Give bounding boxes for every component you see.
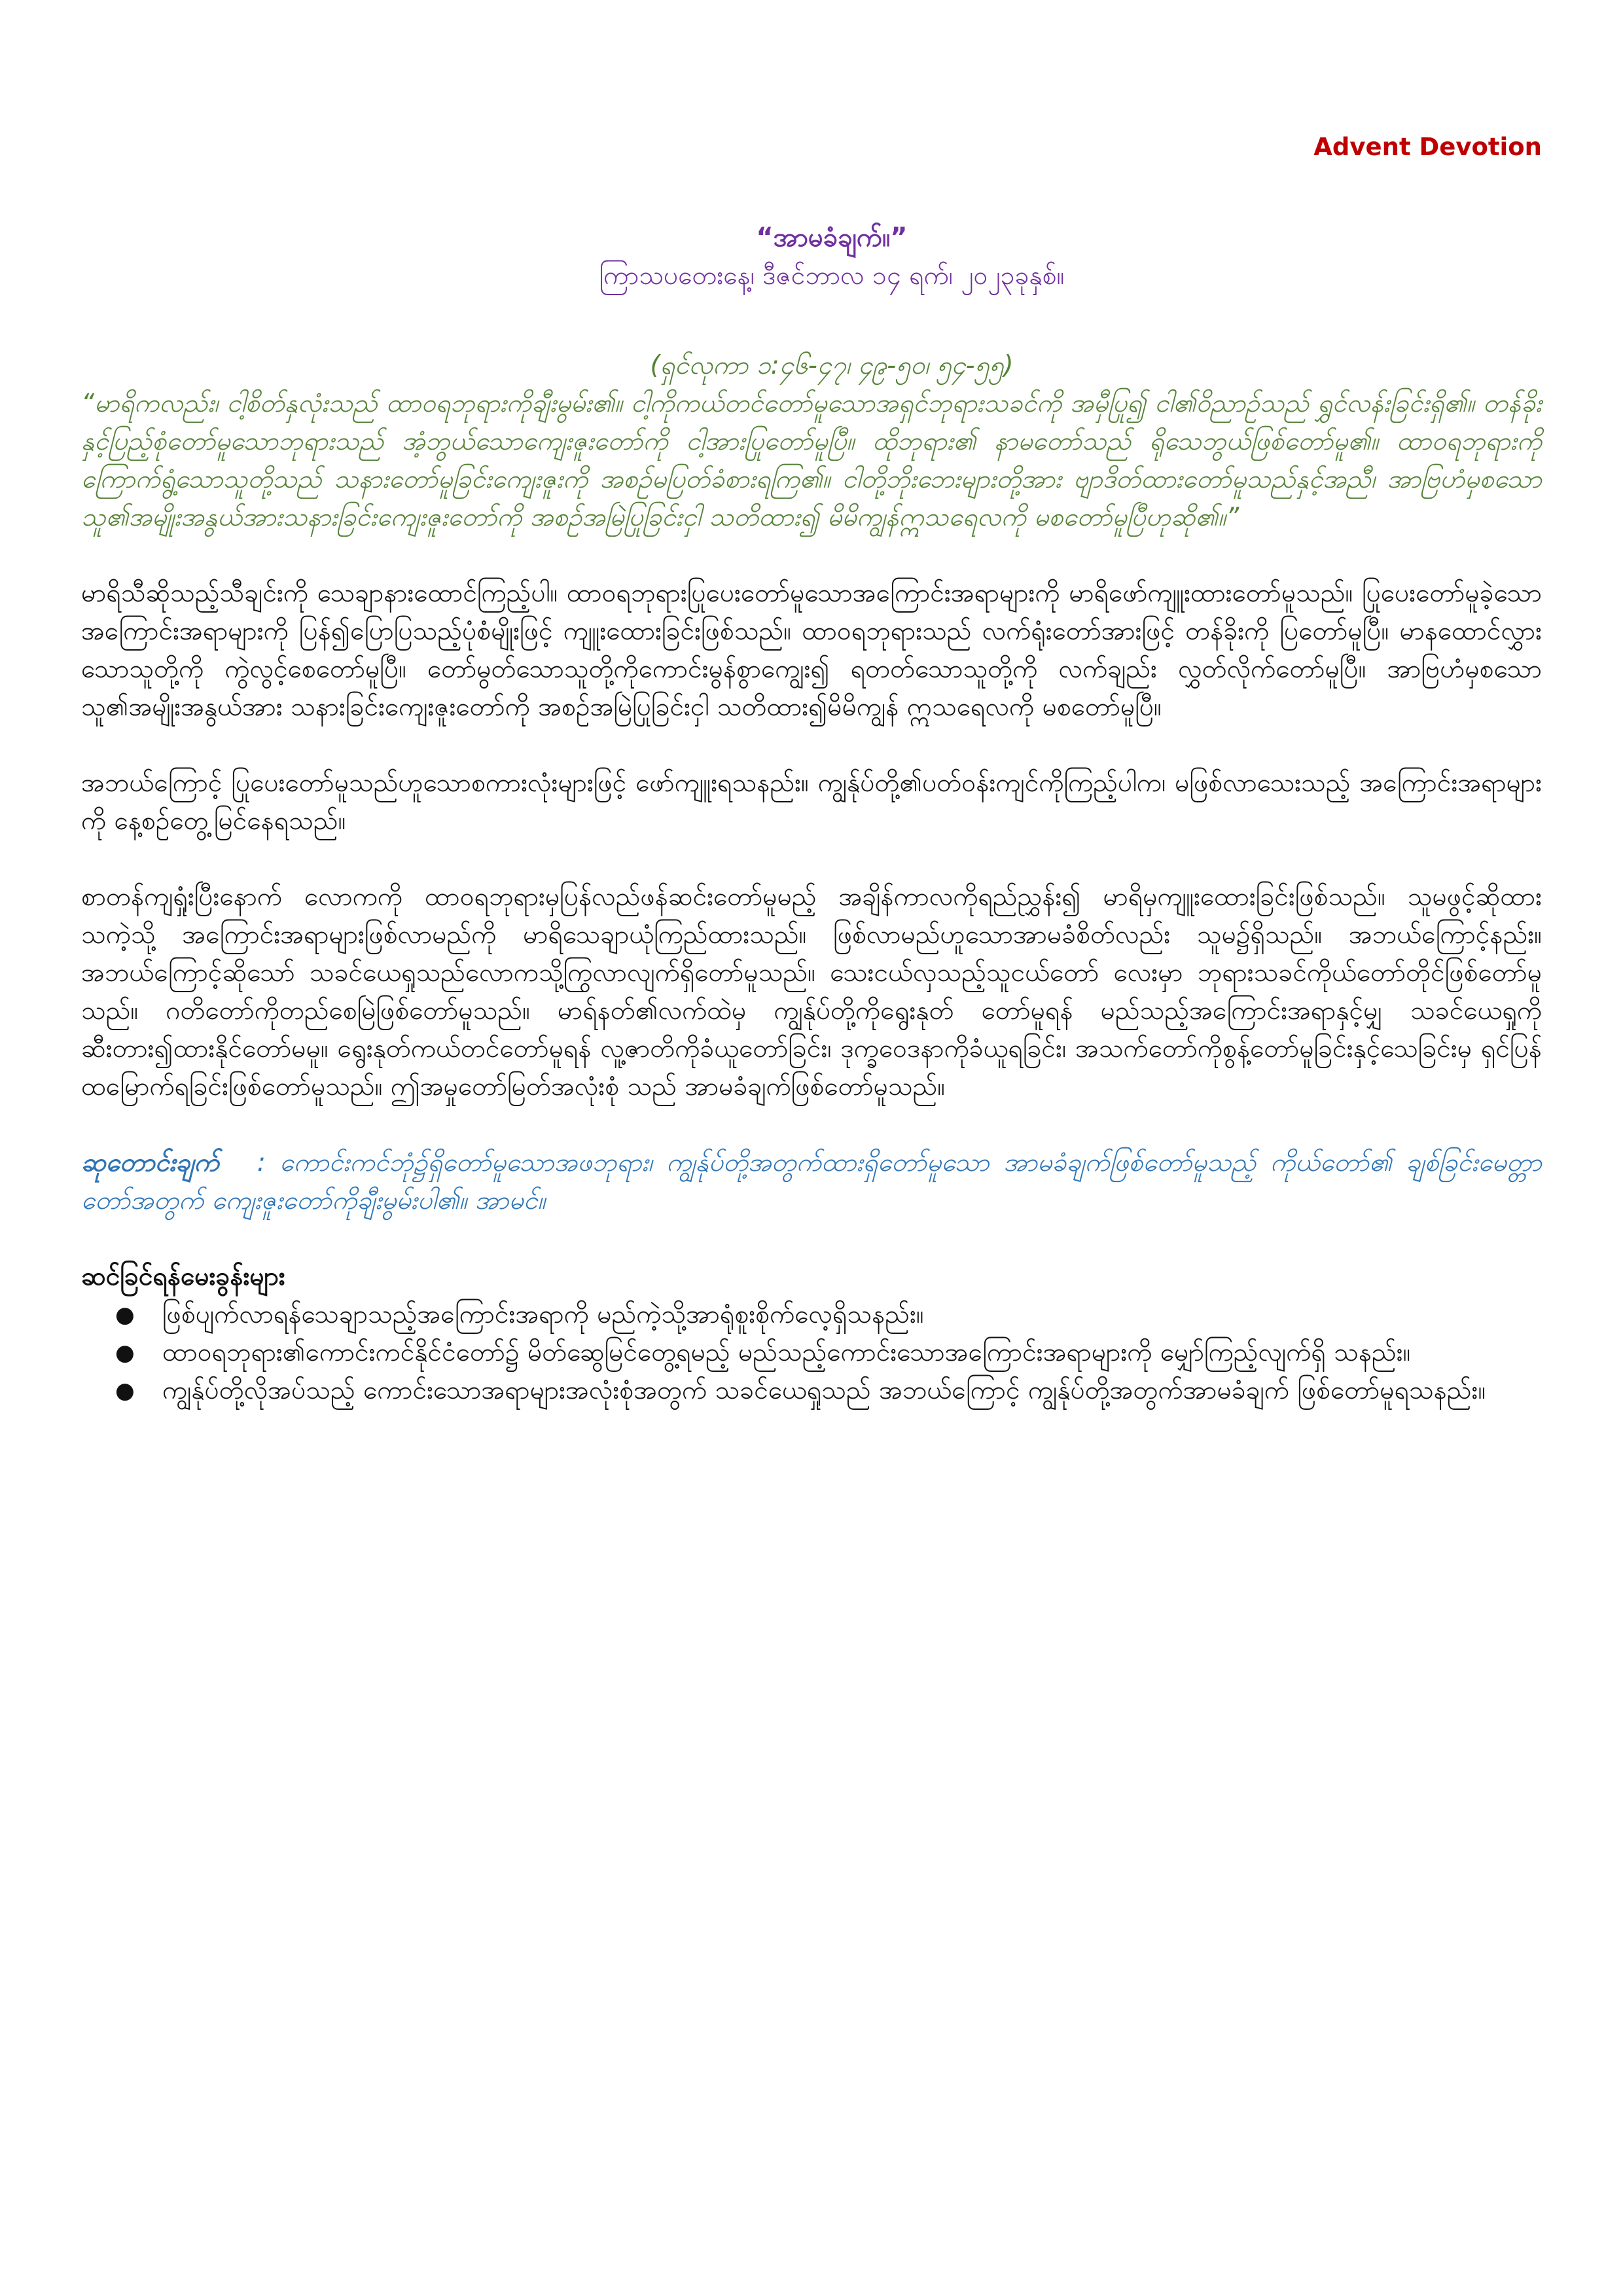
body-paragraph-3: စာတန်ကျရှုံးပြီးနောက် လောကကို ထာဝရဘုရားမှပြန်လည်ဖန်ဆင်းတော်မူမည့် အချိန်ကာလကိုရည်ညွှန်း၍ မာရိမှကျူးထေားခြင်းဖြစ်သည်။ သူမဖွင့်ဆိုထားသကဲ့သို့ အကြောင်းအရာများဖြစ်လာမည်ကို မာရိသေချာယုံကြည်ထားသည်။ ဖြစ်လာမည်ဟူသောအာမခံစိတ်လည်း သူမ၌ရှိသည်။ အဘယ်ကြောင့်နည်း။ အဘယ်ကြောင့်ဆိုသော် သခင်ယေရှုသည်လောကသို့ကြွလာလျက်ရှိတော်မူသည်။ သေးငယ်လှသည့်သူငယ်တော် လေးမှာ ဘုရားသခင်ကိုယ်တော်တိုင်ဖြစ်တော်မူသည်။ ဂတိတော်ကိုတည်စေမြဲဖြစ်တော်မူသည်။ မာရ်နတ်၏လက်ထဲမှ ကျွန်ုပ်တို့ကိုရွေးနုတ် တော်မူရန် မည်သည့်အကြောင်းအရာနှင့်မျှ သခင်ယေရှုကိုဆီးတား၍ထားနိုင်တော်မမူ။ ရွေးနုတ်ကယ်တင်တော်မူရန် လူ့ဇာတိကိုခံယူတော်ခြင်း၊ ဒုက္ခဝေဒနာကိုခံယူရခြင်း၊ အသက်တော်ကိုစွန့်တော်မူခြင်းနှင့်သေခြင်းမှ ရှင်ပြန်ထမြောက်ရခြင်းဖြစ်တော်မူသည်။ ဤအမှုတော်မြတ်အလုံးစုံ သည် အာမခံချက်ဖြစ်တော်မူသည်။ bbox=[81, 882, 1542, 1102]
devotion-date: ကြာသပတေးနေ့၊ ဒီဇင်ဘာလ ၁၄ ရက်၊ ၂၀၂၃ခုနှစ်။ bbox=[599, 261, 1065, 291]
title-block bbox=[0, 219, 1623, 296]
header-tag: Advent Devotion bbox=[1313, 133, 1542, 161]
body-paragraph-2: အဘယ်ကြောင့် ပြုပေးတော်မူသည်ဟူသောစကားလုံးများဖြင့် ဖော်ကျူးရသနည်း။ ကျွန်ုပ်တို့၏ပတ်ဝန်းကျင်ကိုကြည့်ပါက၊ မဖြစ်လာသေးသည့် အကြောင်းအရာများကို နေ့စဉ်တွေ့မြင်နေရသည်။ bbox=[81, 768, 1542, 836]
list-item bbox=[115, 1296, 1542, 1334]
prayer-label: ဆုတောင်းချက် bbox=[81, 1148, 219, 1177]
questions-list bbox=[81, 1296, 1542, 1410]
list-item bbox=[115, 1372, 1542, 1410]
list-item bbox=[115, 1334, 1542, 1372]
questions-heading: ဆင်ခြင်ရန်မေးခွန်းများ bbox=[81, 1262, 285, 1291]
bullet-icon: ● bbox=[115, 1302, 135, 1328]
scripture-text: “မာရိကလည်း၊ ငါ့စိတ်နှလုံးသည် ထာဝရဘုရားကိုချီးမွမ်း၏။ ငါ့ကိုကယ်တင်တော်မူသောအရှင်ဘုရားသခင်ကို အမှီပြု၍ ငါ၏ဝိညာဉ်သည် ရွှင်လန်းခြင်းရှိ၏။ တန်ခိုးနှင့်ပြည့်စုံတော်မူသောဘုရားသည် အံ့ဘွယ်သောကျေးဇူးတော်ကို ငါ့အားပြုတော်မူပြီ။ ထိုဘုရား၏ နာမတော်သည် ရိုသေဘွယ်ဖြစ်တော်မူ၏။ ထာဝရဘုရားကိုကြောက်ရွံ့သောသူတို့သည် သနားတော်မူခြင်းကျေးဇူးကို အစဉ်မပြတ်ခံစားရကြ၏။ ငါတို့ဘိုးဘေးများတို့အား ဗျာဒိတ်ထားတော်မူသည်နှင့်အညီ၊ အာဗြဟံမှစသော သူ၏အမျိုးအနွယ်အားသနားခြင်းကျေးဇူးတော်ကို အစဉ်အမြဲပြုခြင်းငှါ သတိထား၍ မိမိကျွန်ဣသရေလကို မစတော်မူပြီဟုဆို၏။” bbox=[81, 389, 1542, 532]
question-text: ထာဝရဘုရား၏ကောင်းကင်နိုင်ငံတော်၌ မိတ်ဆွေမြင်တွေ့ရမည့် မည်သည့်ကောင်းသောအကြောင်းအရာများကို မျှော်ကြည့်လျက်ရှိ သနည်း။ bbox=[162, 1338, 1411, 1367]
question-text: ကျွန်ုပ်တို့လိုအပ်သည့် ကောင်းသောအရာများအလုံးစုံအတွက် သခင်ယေရှုသည် အဘယ်ကြောင့် ကျွန်ုပ်တို့အတွက်အာမခံချက် ဖြစ်တော်မူရသနည်း။ bbox=[162, 1376, 1486, 1405]
prayer-block bbox=[81, 1144, 1542, 1220]
scripture-reference: (ရှင်လုကာ ၁:၄၆-၄၇၊ ၄၉-၅၀၊ ၅၄-၅၅) bbox=[650, 351, 1014, 380]
bullet-icon: ● bbox=[115, 1378, 135, 1404]
devotion-title: “အာမခံချက်။” bbox=[756, 223, 908, 253]
question-text: ဖြစ်ပျက်လာရန်သေချာသည့်အကြောင်းအရာကို မည်ကဲ့သို့အာရုံစူးစိုက်လေ့ရှိသနည်း။ bbox=[162, 1300, 924, 1329]
prayer-text: : ကောင်းကင်ဘုံ၌ရှိတော်မူသောအဖဘုရား၊ ကျွန်ုပ်တို့အတွက်ထားရှိတော်မူသော အာမခံချက်ဖြစ်တော်မူသည့် ကိုယ်တော်၏ ချစ်ခြင်းမေတ္တာတော်အတွက် ကျေးဇူးတော်ကိုချီးမွမ်းပါ၏။ အာမင်။ bbox=[81, 1148, 1542, 1215]
bullet-icon: ● bbox=[115, 1340, 135, 1366]
body-paragraph-1: မာရိသီဆိုသည့်သီချင်းကို သေချာနားထောင်ကြည့်ပါ။ ထာဝရဘုရားပြုပေးတော်မူသောအကြောင်းအရာများကို မာရိဖော်ကျူးထားတော်မူသည်။ ပြုပေးတော်မူခဲ့သောအကြောင်းအရာများကို ပြန်၍ပြောပြသည့်ပုံစံမျိုးဖြင့် ကျူးထေားခြင်းဖြစ်သည်။ ထာဝရဘုရားသည် လက်ရုံးတော်အားဖြင့် တန်ခိုးကို ပြတော်မူပြီ။ မာနထောင်လွှားသောသူတို့ကို ကွဲလွင့်စေတော်မူပြီ။ တော်မွတ်သောသူတို့ကိုကောင်းမွန်စွာကျွေး၍ ရတတ်သောသူတို့ကို လက်ချည်း လွှတ်လိုက်တော်မူပြီ။ အာဗြဟံမှစသောသူ၏အမျိုးအနွယ်အား သနားခြင်းကျေးဇူးတော်ကို အစဉ်အမြဲပြုခြင်းငှါ သတိထား၍မိမိကျွန် ဣသရေလကို မစတော်မူပြီ။ bbox=[81, 579, 1542, 722]
main-content bbox=[81, 347, 1542, 1410]
